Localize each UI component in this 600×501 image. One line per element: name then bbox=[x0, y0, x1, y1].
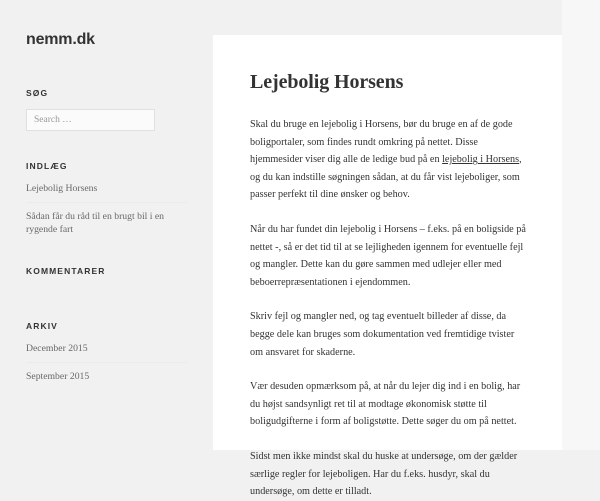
widget-title-archive: ARKIV bbox=[26, 321, 58, 331]
widget-archive bbox=[26, 320, 187, 383]
post-link[interactable]: Sådan får du råd til en brugt bil i en rygende fart bbox=[26, 211, 165, 235]
comments-empty-placeholder bbox=[26, 287, 187, 291]
widget-title-comments: KOMMENTARER bbox=[26, 266, 106, 276]
widget-recent-posts bbox=[26, 160, 187, 236]
article bbox=[250, 69, 526, 501]
paragraph-5: Sidst men ikke mindst skal du huske at undersøge, om der gælder særlige regler for lejeboligen. Har du f.eks. husdyr, skal du undersøge, om dette er tilladt. bbox=[250, 450, 518, 498]
recent-posts-list bbox=[26, 182, 187, 236]
archive-link[interactable]: September 2015 bbox=[26, 371, 90, 382]
main-content bbox=[213, 35, 562, 498]
list-item[interactable] bbox=[26, 210, 187, 236]
paragraph-2: Når du har fundet din lejebolig i Horsens – f.eks. på en boligside på nettet -, så er det tid til at se lejligheden igennem for eventuelle fejl og mangler. Dette kan du gøre sammen med udlejer eller med beboerrepræsentationen i ejendommen. bbox=[250, 223, 526, 288]
sidebar bbox=[0, 0, 213, 450]
entry-content bbox=[250, 116, 526, 501]
list-item[interactable] bbox=[26, 342, 187, 363]
paragraph-3: Skriv fejl og mangler ned, og tag eventuelt billeder af disse, da begge dele kan bruges som dokumentation ved fremtidige tvister om ansvaret for skaderne. bbox=[250, 311, 515, 358]
top-gutter bbox=[213, 0, 562, 35]
post-link[interactable]: Lejebolig Horsens bbox=[26, 183, 98, 194]
archive-link[interactable]: December 2015 bbox=[26, 343, 88, 354]
paragraph-1 bbox=[250, 116, 526, 204]
search-input[interactable] bbox=[26, 109, 155, 131]
paragraph-4: Vær desuden opmærksom på, at når du lejer dig ind i en bolig, har du højst sandsynligt ret til at modtage økonomisk støtte til boligudgifterne i form af boligstøtte. Dette søger du om på nettet. bbox=[250, 381, 521, 428]
archive-list bbox=[26, 342, 187, 383]
list-item[interactable] bbox=[26, 182, 187, 203]
inline-link-lejebolig-horsens[interactable]: lejebolig i Horsens bbox=[442, 154, 520, 166]
widget-recent-comments bbox=[26, 265, 187, 291]
right-gutter bbox=[562, 0, 600, 450]
paragraph-1-text-before-link: Skal du bruge en lejebolig i Horsens, bør du bruge en af de gode boligportaler, som findes rundt omkring på nettet. Disse hjemmesider viser dig alle de ledige bud på en bbox=[250, 119, 513, 166]
widget-title-posts: INDLÆG bbox=[26, 161, 68, 171]
widget-title-search: SØG bbox=[26, 88, 49, 98]
list-item[interactable] bbox=[26, 370, 187, 383]
paragraph-1-text-after-link: , og du kan indstille søgningen sådan, at du får vist lejeboliger, som passer perfekt til dine ønsker og behov. bbox=[250, 154, 522, 201]
page-title: Lejebolig Horsens bbox=[250, 71, 404, 93]
site-title[interactable]: nemm.dk bbox=[26, 31, 95, 48]
widget-search bbox=[26, 87, 187, 131]
